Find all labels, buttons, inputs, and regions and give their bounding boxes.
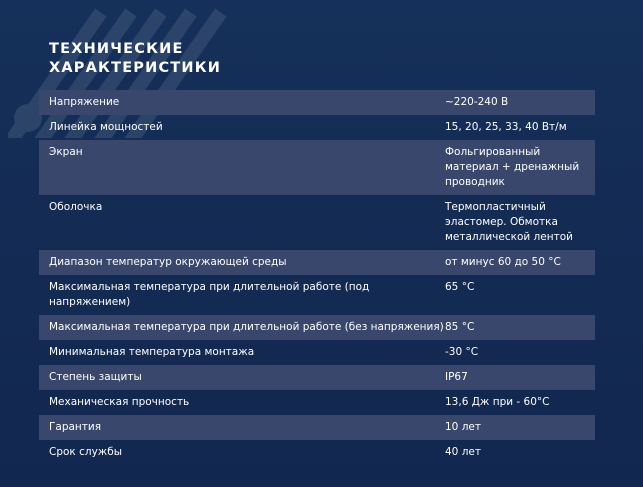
spec-row-ambient-temp [39, 250, 595, 275]
spec-label: Степень защиты [49, 371, 142, 383]
spec-row-protection [39, 365, 595, 390]
spec-row-service-life [39, 440, 595, 465]
spec-label: Минимальная температура монтажа [49, 346, 255, 358]
section-title-line-1: ТЕХНИЧЕСКИЕ [49, 41, 184, 57]
spec-value: Термопластичный эластомер. Обмотка металлической лентой [445, 201, 573, 243]
spec-label: Оболочка [49, 201, 103, 213]
spec-value: IP67 [445, 371, 468, 383]
spec-row-max-temp-unpowered [39, 315, 595, 340]
spec-row-min-install-temp [39, 340, 595, 365]
spec-value: ~220-240 В [445, 96, 509, 108]
section-title-line-2: ХАРАКТЕРИСТИКИ [49, 60, 222, 76]
spec-value: от минус 60 до 50 °С [445, 256, 561, 268]
spec-value: 13,6 Дж при - 60°С [445, 396, 550, 408]
spec-value: 15, 20, 25, 33, 40 Вт/м [445, 121, 567, 133]
spec-label: Максимальная температура при длительной работе (под напряжением) [49, 281, 370, 308]
spec-label: Максимальная температура при длительной работе (без напряжения) [49, 321, 444, 333]
spec-value: 65 °С [445, 281, 475, 293]
spec-value: 85 °С [445, 321, 475, 333]
spec-value: 40 лет [445, 446, 481, 458]
spec-row-sheath [39, 195, 595, 250]
spec-row-max-temp-powered [39, 275, 595, 315]
spec-row-voltage [39, 90, 595, 115]
spec-label: Напряжение [49, 96, 120, 108]
spec-value: -30 °С [445, 346, 479, 358]
spec-table [39, 90, 595, 465]
spec-value: Фольгированный материал + дренажный проводник [445, 146, 580, 188]
spec-label: Срок службы [49, 446, 123, 458]
spec-row-warranty [39, 415, 595, 440]
spec-row-power-range [39, 115, 595, 140]
spec-label: Экран [49, 146, 83, 158]
spec-value: 10 лет [445, 421, 481, 433]
section-title [49, 40, 221, 78]
spec-label: Линейка мощностей [49, 121, 163, 133]
spec-label: Гарантия [49, 421, 102, 433]
spec-label: Механическая прочность [49, 396, 190, 408]
spec-row-mechanical-strength [39, 390, 595, 415]
spec-label: Диапазон температур окружающей среды [49, 256, 287, 268]
spec-row-screen [39, 140, 595, 195]
